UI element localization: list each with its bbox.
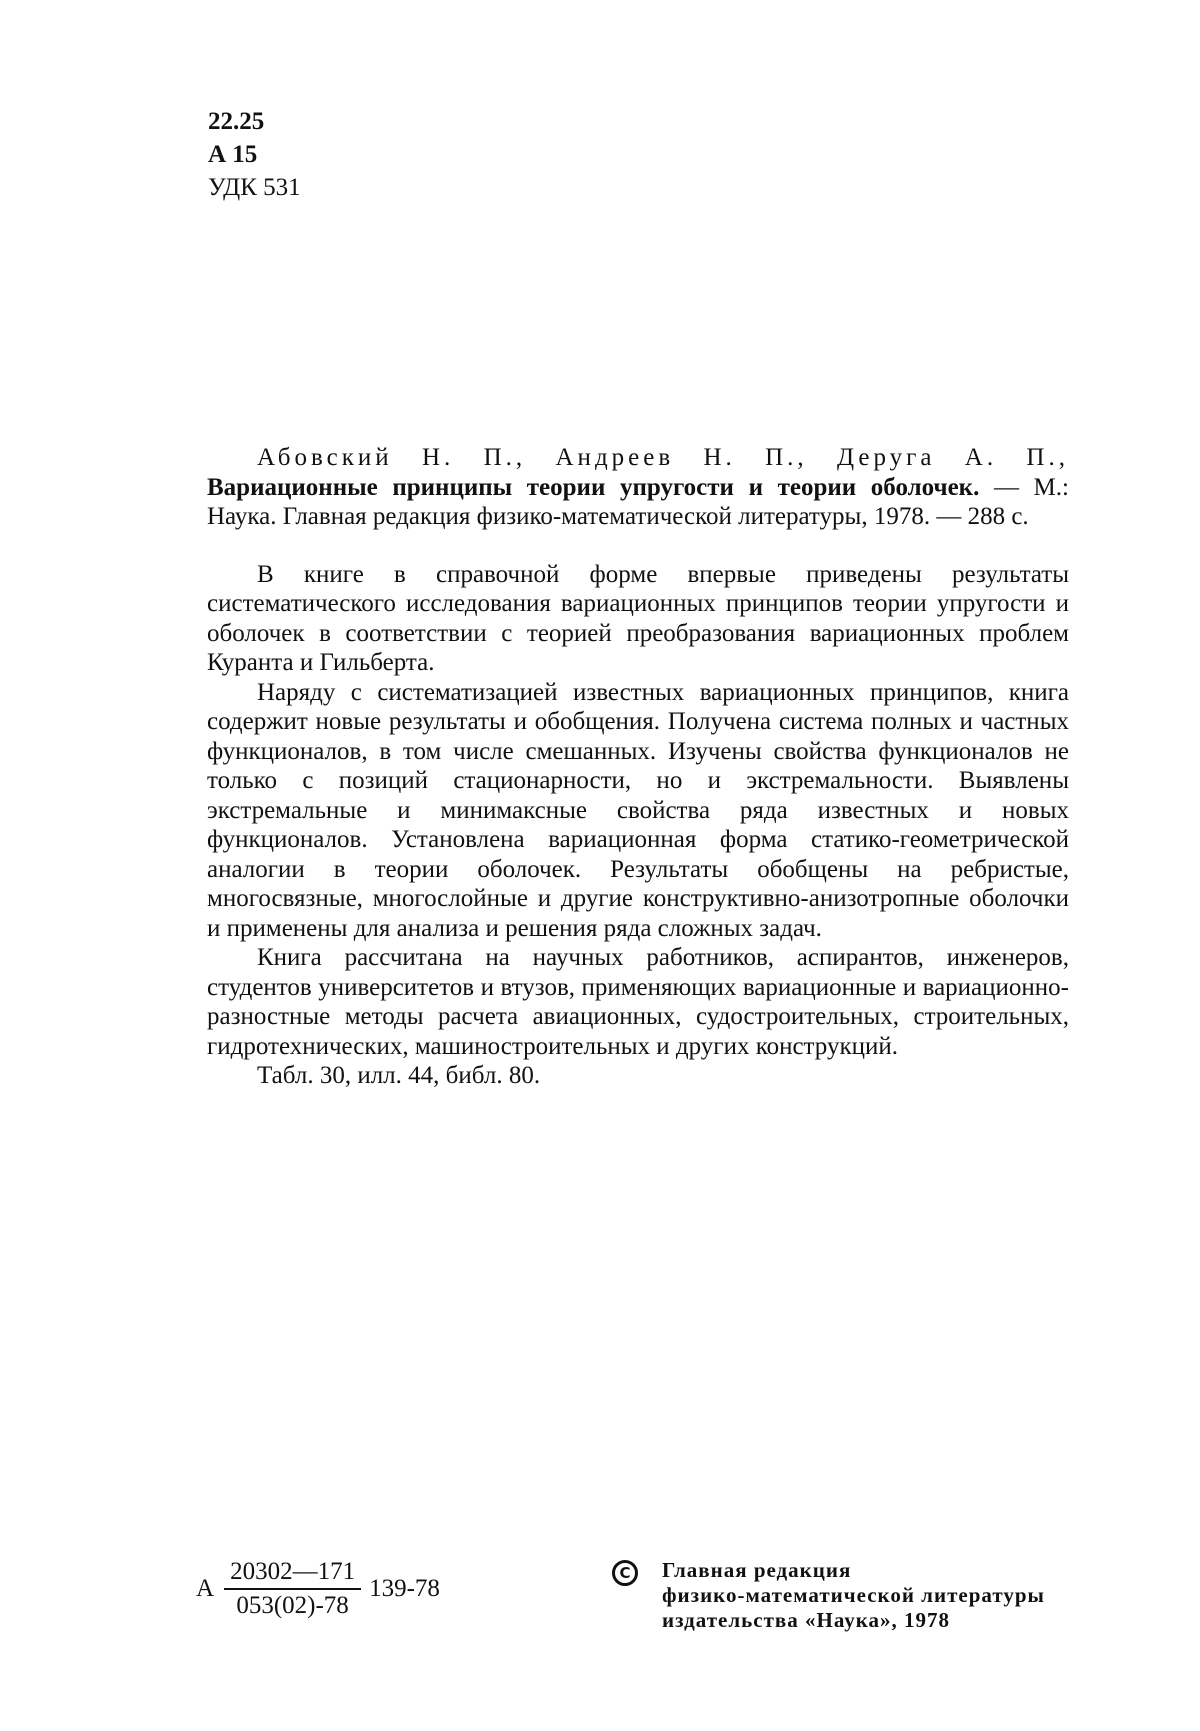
author-mark: А 15 <box>208 141 258 168</box>
abstract-block <box>207 443 1069 1091</box>
citation-authors: Абовский Н. П., Андреев Н. П., Деруга А. П., <box>257 444 1069 471</box>
classification-codes <box>208 105 301 204</box>
imprint-suffix: 139-78 <box>369 1575 440 1602</box>
copyright-icon: C <box>612 1560 638 1586</box>
copyright-line: физико-математической литературы <box>662 1583 1045 1607</box>
bbk-code: 22.25 <box>208 108 265 135</box>
citation-title: Вариационные принципы теории упругости и теории оболочек. <box>207 473 980 501</box>
imprint-letter: А <box>196 1575 215 1602</box>
tables-illustrations-count: Табл. 30, илл. 44, библ. 80. <box>257 1062 541 1089</box>
copyright-notice <box>612 1558 1045 1633</box>
imprint-code <box>196 1558 440 1620</box>
bibliographic-citation <box>207 443 1069 532</box>
imprint-numerator: 20302—171 <box>224 1558 361 1590</box>
imprint-denominator: 053(02)-78 <box>236 1592 349 1619</box>
abstract-paragraph: В книге в справочной форме впервые приведены результаты систематического исследования вариационных принципов теории упругости и оболочек в соответствии с теорией преобразования вариационных проблем Куранта и Гильберта. <box>207 560 1069 676</box>
copyright-text <box>662 1558 1045 1633</box>
udk-code: УДК 531 <box>208 174 301 201</box>
abstract-paragraph: Наряду с систематизацией известных вариационных принципов, книга содержит новые результаты и обобщения. Получена система полных и частных функционалов, в том числе смешанных. Изучены свойства функционалов не только с позиций стационарности, но и экстремальности. Выявлены экстремальные и минимаксные свойства ряда известных и новых функционалов. Установлена вариационная форма статико-геометрической аналогии в теории оболочек. Результаты обобщены на ребристые, многосвязные, многослойные и другие конструктивно-анизотропные оболочки и применены для анализа и решения ряда сложных задач. <box>207 678 1069 942</box>
copyright-line: издательства «Наука», 1978 <box>662 1608 951 1632</box>
imprint-fraction <box>224 1558 361 1620</box>
citation-publication: — М.: Наука. Главная редакция физико-математической литературы, 1978. — 288 с. <box>207 473 1069 530</box>
abstract-paragraph: Книга рассчитана на научных работников, аспирантов, инженеров, студентов университетов и втузов, применяющих вариационные и вариационно-разностные методы расчета авиационных, судостроительных, строительных, гидротехнических, машиностроительных и других конструкций. <box>207 944 1069 1060</box>
copyright-line: Главная редакция <box>662 1558 852 1582</box>
